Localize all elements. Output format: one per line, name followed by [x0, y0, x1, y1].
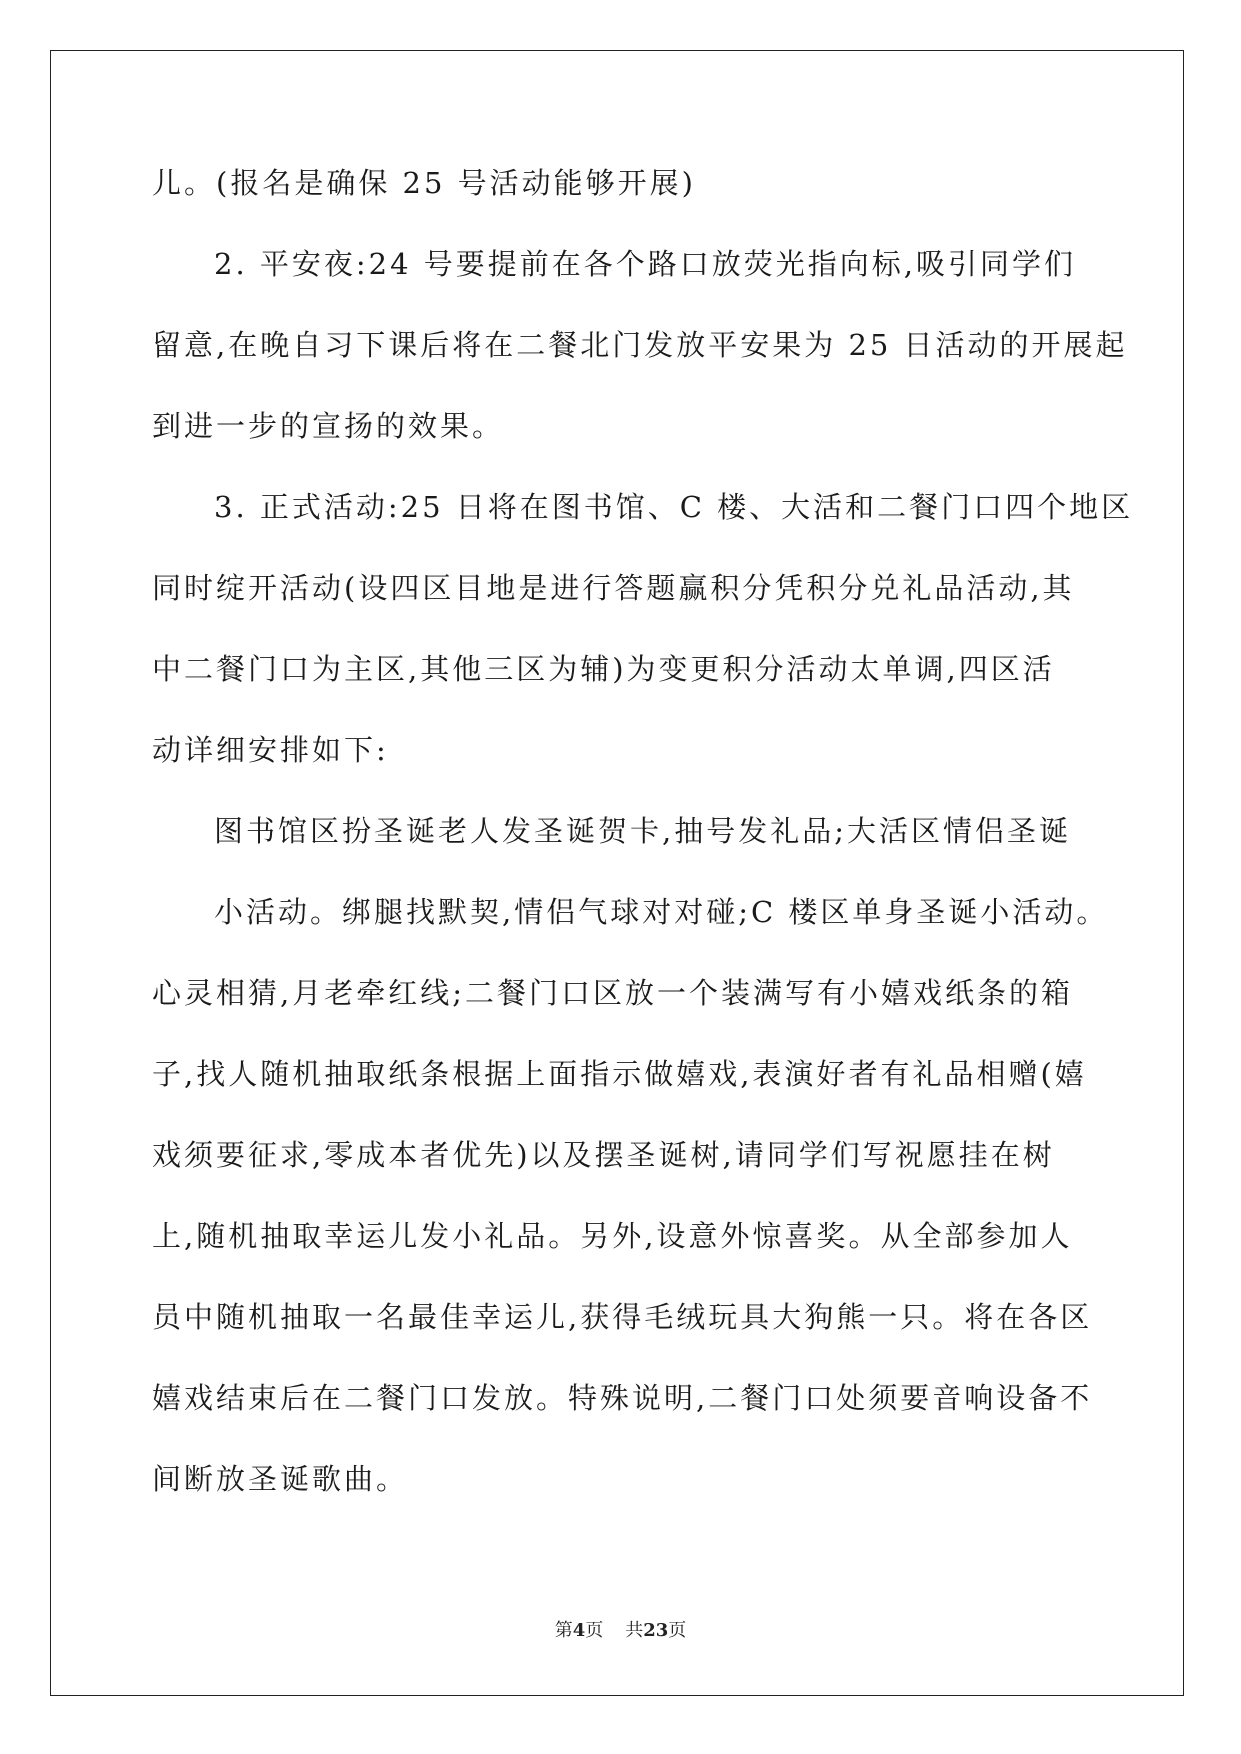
- text-line: 留意,在晚自习下课后将在二餐北门发放平安果为 25 日活动的开展起: [152, 328, 1128, 362]
- text-line: 3. 正式活动:25 日将在图书馆、C 楼、大活和二餐门口四个地区: [214, 490, 1134, 524]
- text-line: 儿。(报名是确保 25 号活动能够开展): [152, 166, 696, 200]
- text-line: 员中随机抽取一名最佳幸运儿,获得毛绒玩具大狗熊一只。将在各区: [152, 1300, 1093, 1334]
- document-body: [152, 165, 1134, 1542]
- text-line: 到进一步的宣扬的效果。: [152, 409, 505, 443]
- footer-total-suffix: 页: [668, 1620, 687, 1641]
- text-line: 图书馆区扮圣诞老人发圣诞贺卡,抽号发礼品;大活区情侣圣诞: [214, 814, 1071, 848]
- text-line: 间断放圣诞歌曲。: [152, 1462, 409, 1496]
- page-number: 4: [572, 1620, 586, 1641]
- text-line: 戏须要征求,零成本者优先)以及摆圣诞树,请同学们写祝愿挂在树: [152, 1138, 1055, 1172]
- text-line: 小活动。绑腿找默契,情侣气球对对碰;C 楼区单身圣诞小活动。: [214, 895, 1109, 929]
- total-pages: 23: [643, 1620, 669, 1641]
- footer-prefix: 第: [554, 1620, 573, 1641]
- text-line: 嬉戏结束后在二餐门口发放。特殊说明,二餐门口处须要音响设备不: [152, 1381, 1093, 1415]
- text-line: 子,找人随机抽取纸条根据上面指示做嬉戏,表演好者有礼品相赠(嬉: [152, 1057, 1087, 1091]
- text-line: 中二餐门口为主区,其他三区为辅)为变更积分活动太单调,四区活: [152, 652, 1055, 686]
- footer-page-suffix: 页: [585, 1620, 604, 1641]
- text-line: 心灵相猜,月老牵红线;二餐门口区放一个装满写有小嬉戏纸条的箱: [152, 976, 1073, 1010]
- page-footer: [0, 1616, 1241, 1642]
- text-line: 动详细安排如下:: [152, 733, 389, 767]
- text-line: 上,随机抽取幸运儿发小礼品。另外,设意外惊喜奖。从全部参加人: [152, 1219, 1073, 1253]
- footer-total-prefix: 共: [625, 1620, 644, 1641]
- text-line: 同时绽开活动(设四区目地是进行答题赢积分凭积分兑礼品活动,其: [152, 571, 1075, 605]
- text-line: 2. 平安夜:24 号要提前在各个路口放荧光指向标,吸引同学们: [214, 247, 1076, 281]
